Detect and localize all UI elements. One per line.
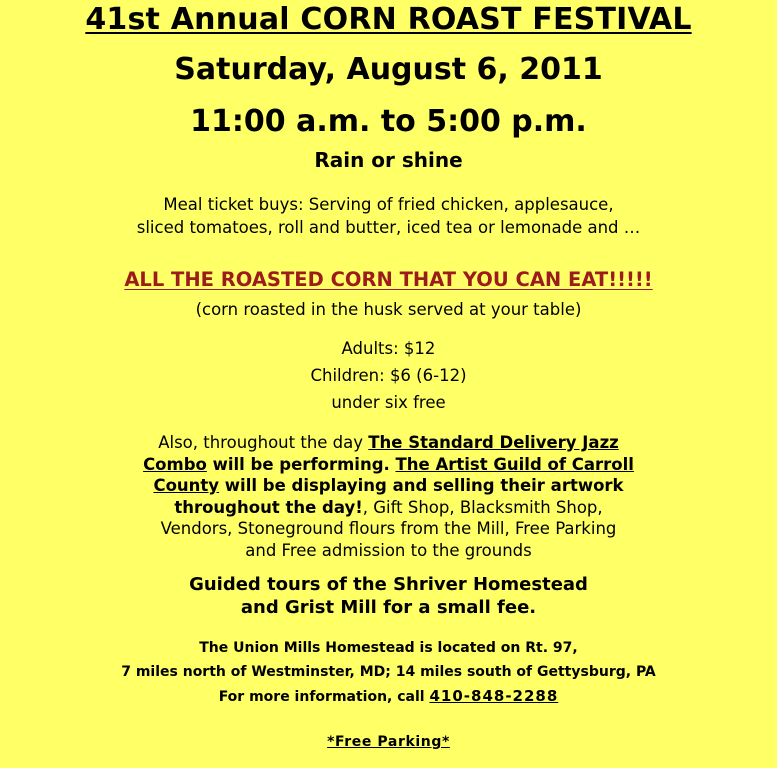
location-info — [0, 636, 777, 709]
price-adults: Adults: $12 — [341, 339, 436, 358]
event-date: Saturday, August 6, 2011 — [174, 52, 603, 87]
activities-line-4 — [0, 497, 777, 519]
tours-note — [0, 573, 777, 619]
activities-text: Also, throughout the day — [158, 433, 369, 452]
activities-line-5: Vendors, Stoneground flours from the Mill, Free Parking — [160, 519, 617, 538]
meal-description — [0, 193, 777, 239]
artist-guild-link[interactable]: The Artist Guild of Carroll — [395, 454, 634, 474]
activities-text: will be performing. — [206, 454, 396, 474]
activities-text: , Gift Shop, Blacksmith Shop, — [362, 497, 603, 517]
corn-note: (corn roasted in the husk served at your table) — [195, 300, 582, 319]
free-parking-note — [0, 734, 777, 750]
activities-line-3 — [0, 475, 777, 497]
phone-link[interactable]: 410-848-2288 — [429, 687, 559, 705]
contact-line — [0, 684, 777, 709]
tours-line-1: Guided tours of the Shriver Homestead — [189, 574, 588, 595]
corn-headline-text: ALL THE ROASTED CORN THAT YOU CAN EAT!!!!! — [124, 268, 653, 291]
price-children: Children: $6 (6-12) — [310, 366, 467, 385]
meal-line-2: sliced tomatoes, roll and butter, iced tea or lemonade and … — [136, 218, 641, 237]
tours-line-2: and Grist Mill for a small fee. — [240, 597, 537, 618]
activities-line-1 — [0, 432, 777, 454]
activities-text: will be displaying and selling their artwork — [219, 476, 624, 495]
festival-title-text: 41st Annual CORN ROAST FESTIVAL — [85, 2, 692, 37]
artist-guild-link-cont[interactable]: County — [153, 476, 220, 495]
price-under-six: under six free — [331, 393, 446, 412]
jazz-combo-link[interactable]: The Standard Delivery Jazz — [368, 433, 619, 452]
price-list — [0, 335, 777, 416]
free-parking-text: *Free Parking* — [327, 734, 450, 750]
activities-paragraph — [0, 432, 777, 561]
activities-line-6: and Free admission to the grounds — [245, 540, 532, 560]
corn-headline — [0, 268, 777, 291]
jazz-combo-link-cont[interactable]: Combo — [143, 454, 207, 474]
location-line-1: The Union Mills Homestead is located on Rt. 97, — [199, 640, 578, 656]
event-time: 11:00 a.m. to 5:00 p.m. — [190, 104, 587, 139]
activities-text: throughout the day! — [174, 497, 363, 517]
weather-note: Rain or shine — [314, 148, 463, 172]
festival-title — [0, 2, 777, 37]
location-line-2: 7 miles north of Westminster, MD; 14 miles south of Gettysburg, PA — [121, 664, 656, 680]
meal-line-1: Meal ticket buys: Serving of fried chicken, applesauce, — [163, 195, 614, 214]
activities-line-2 — [0, 454, 777, 476]
contact-label: For more information, call — [218, 689, 430, 705]
